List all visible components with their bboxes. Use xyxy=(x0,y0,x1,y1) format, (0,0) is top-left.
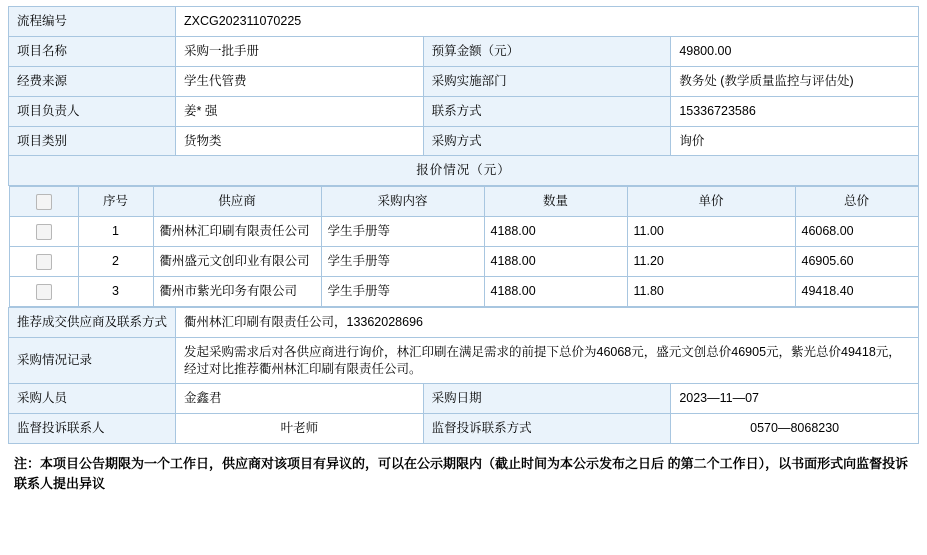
cell-supplier: 衢州盛元文创印业有限公司 xyxy=(153,247,321,277)
table-row xyxy=(9,126,919,156)
announcement-note: 注：本项目公告期限为一个工作日，供应商对该项目有异议的，可以在公示期限内（截止时间为本公示发布之日后 的第二个工作日），以书面形式向监督投诉联系人提出异议 xyxy=(14,456,909,492)
row-checkbox[interactable] xyxy=(36,284,52,300)
field-label-purchase-record: 采购情况记录 xyxy=(9,337,176,384)
table-row xyxy=(9,414,919,444)
field-value-budget: 49800.00 xyxy=(671,36,919,66)
field-value-funding-source: 学生代管费 xyxy=(176,66,424,96)
field-value-supervisor: 叶老师 xyxy=(176,414,424,444)
table-row xyxy=(9,96,919,126)
cell-unit-price: 11.00 xyxy=(627,217,795,247)
cell-unit-price: 11.20 xyxy=(627,247,795,277)
column-header-unit-price: 单价 xyxy=(627,187,795,217)
field-label-supervisor: 监督投诉联系人 xyxy=(9,414,176,444)
field-label-budget: 预算金额（元） xyxy=(423,36,671,66)
field-label-supervisor-phone: 监督投诉联系方式 xyxy=(423,414,671,444)
row-checkbox[interactable] xyxy=(36,224,52,240)
column-header-supplier: 供应商 xyxy=(153,187,321,217)
cell-total-price: 46068.00 xyxy=(795,217,918,247)
row-select-cell xyxy=(9,247,78,277)
column-header-quantity: 数量 xyxy=(484,187,627,217)
field-value-manager: 姜* 强 xyxy=(176,96,424,126)
cell-content: 学生手册等 xyxy=(321,217,484,247)
quote-table xyxy=(9,186,919,307)
field-label-project-name: 项目名称 xyxy=(9,36,176,66)
field-label-recommended-supplier: 推荐成交供应商及联系方式 xyxy=(9,307,176,337)
field-label-method: 采购方式 xyxy=(423,126,671,156)
field-value-method: 询价 xyxy=(671,126,919,156)
table-row xyxy=(9,276,918,306)
table-row xyxy=(9,186,919,308)
column-header-index: 序号 xyxy=(78,187,153,217)
field-label-buyer: 采购人员 xyxy=(9,384,176,414)
field-label-contact: 联系方式 xyxy=(423,96,671,126)
field-value-process-no: ZXCG202311070225 xyxy=(176,7,919,37)
row-select-cell xyxy=(9,276,78,306)
table-row xyxy=(9,217,918,247)
row-select-cell xyxy=(9,217,78,247)
select-all-checkbox[interactable] xyxy=(36,194,52,210)
field-label-department: 采购实施部门 xyxy=(423,66,671,96)
table-row xyxy=(9,384,919,414)
cell-index: 2 xyxy=(78,247,153,277)
table-row xyxy=(9,36,919,66)
purchase-info-table xyxy=(8,6,919,444)
cell-content: 学生手册等 xyxy=(321,247,484,277)
cell-quantity: 4188.00 xyxy=(484,217,627,247)
field-value-department: 教务处 (教学质量监控与评估处) xyxy=(671,66,919,96)
field-value-purchase-record: 发起采购需求后对各供应商进行询价，林汇印刷在满足需求的前提下总价为46068元，盛元文创总价46905元，紫光总价49418元，经过对比推荐衢州林汇印刷有限责任公司。 xyxy=(176,337,919,384)
field-value-recommended-supplier: 衢州林汇印刷有限责任公司，13362028696 xyxy=(176,307,919,337)
quote-header-row xyxy=(9,187,918,217)
field-label-purchase-date: 采购日期 xyxy=(423,384,671,414)
field-value-contact: 15336723586 xyxy=(671,96,919,126)
field-label-manager: 项目负责人 xyxy=(9,96,176,126)
table-row xyxy=(9,156,919,186)
cell-index: 1 xyxy=(78,217,153,247)
column-header-total-price: 总价 xyxy=(795,187,918,217)
table-row xyxy=(9,7,919,37)
field-label-funding-source: 经费来源 xyxy=(9,66,176,96)
column-header-content: 采购内容 xyxy=(321,187,484,217)
field-value-project-name: 采购一批手册 xyxy=(176,36,424,66)
cell-supplier: 衢州林汇印刷有限责任公司 xyxy=(153,217,321,247)
row-checkbox[interactable] xyxy=(36,254,52,270)
cell-index: 3 xyxy=(78,276,153,306)
field-label-process-no: 流程编号 xyxy=(9,7,176,37)
table-row xyxy=(9,307,919,337)
quote-table-container xyxy=(9,186,919,308)
table-row xyxy=(9,337,919,384)
cell-total-price: 49418.40 xyxy=(795,276,918,306)
cell-quantity: 4188.00 xyxy=(484,247,627,277)
cell-content: 学生手册等 xyxy=(321,276,484,306)
section-title-quotes: 报价情况（元） xyxy=(9,156,919,186)
field-value-purchase-date: 2023—11—07 xyxy=(671,384,919,414)
cell-unit-price: 11.80 xyxy=(627,276,795,306)
select-all-header xyxy=(9,187,78,217)
field-value-buyer: 金鑫君 xyxy=(176,384,424,414)
field-value-category: 货物类 xyxy=(176,126,424,156)
table-row xyxy=(9,247,918,277)
cell-quantity: 4188.00 xyxy=(484,276,627,306)
field-value-supervisor-phone: 0570—8068230 xyxy=(671,414,919,444)
cell-total-price: 46905.60 xyxy=(795,247,918,277)
table-row xyxy=(9,66,919,96)
cell-supplier: 衢州市紫光印务有限公司 xyxy=(153,276,321,306)
field-label-category: 项目类别 xyxy=(9,126,176,156)
